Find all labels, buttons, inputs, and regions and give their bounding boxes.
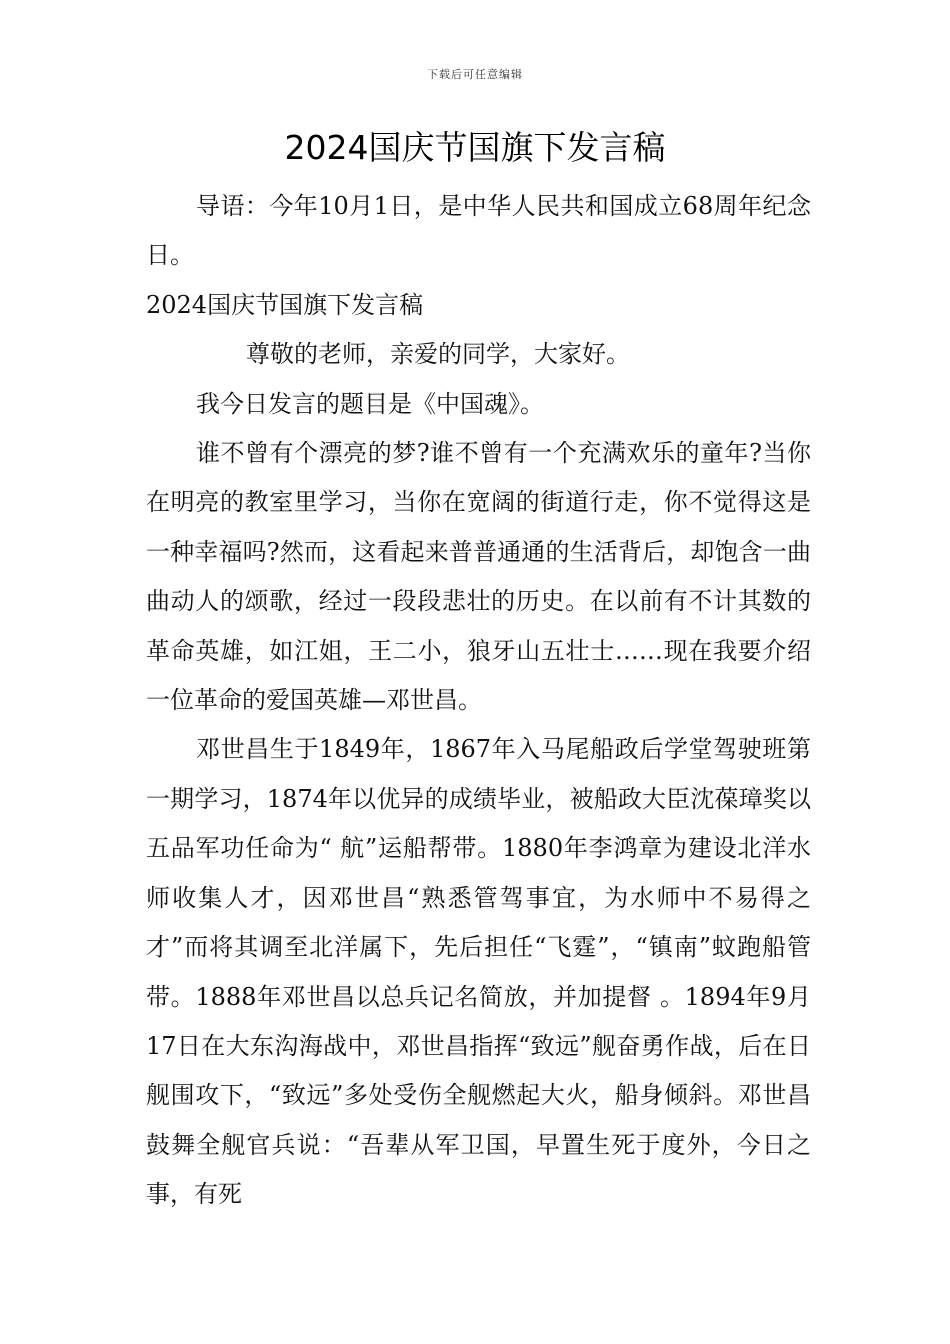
- intro-paragraph: 导语：今年10月1日，是中华人民共和国成立68周年纪念日。: [146, 192, 811, 270]
- document-title: 2024国庆节国旗下发言稿: [284, 128, 666, 167]
- subtitle-line: 2024国庆节国旗下发言稿: [146, 290, 424, 319]
- body-paragraph: 谁不曾有个漂亮的梦?谁不曾有一个充满欢乐的童年?当你在明亮的教室里学习，当你在宽阔的街道行走，你不觉得这是一种幸福吗?然而，这看起来普普通通的生活背后，却饱含一曲曲动人的颂歌，经过一段段悲壮的历史。在以前有不计其数的革命英雄，如江姐，王二小，狼牙山五壮士……现在我要介绍一位革命的爱国英雄—邓世昌。: [146, 439, 811, 715]
- body-paragraph: 邓世昌生于1849年，1867年入马尾船政后学堂驾驶班第一期学习，1874年以优异的成绩毕业，被船政大臣沈葆璋奖以五品军功任命为“ 航”运船帮带。1880年李鸿章为建设北洋水师收集人才，因邓世昌“熟悉管驾事宜，为水师中不易得之才”而将其调至北洋属下，先后担任“飞霆”，“镇南”蚊跑船管带。1888年邓世昌以总兵记名简放，并加提督 。1894年9月17日在大东沟海战中，邓世昌指挥“致远”舰奋勇作战，后在日舰围攻下，“致远”多处受伤全舰燃起大火，船身倾斜。邓世昌鼓舞全舰官兵说：“吾辈从军卫国，早置生死于度外，今日之事，有死: [146, 735, 811, 1209]
- greeting-line: 尊敬的老师，亲爱的同学，大家好。: [246, 340, 630, 369]
- header-note: 下载后可任意编辑: [427, 68, 523, 81]
- topic-line: 我今日发言的题目是《中国魂》。: [196, 389, 544, 418]
- document-body: [146, 182, 811, 1220]
